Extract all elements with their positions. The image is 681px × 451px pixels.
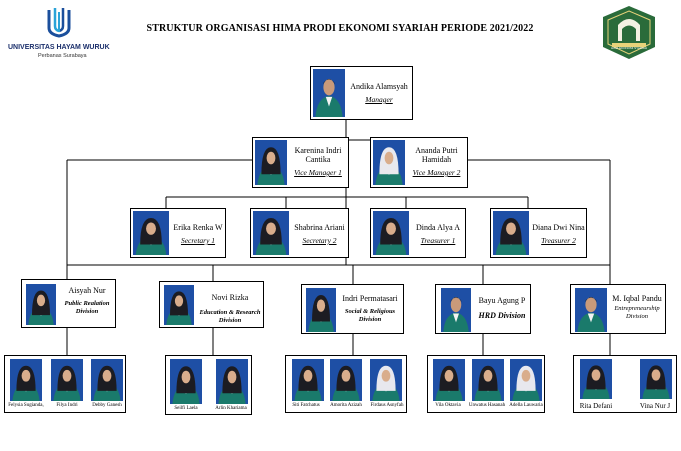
staff-photo [133,211,169,255]
himpunan-logo-text: HIMA EKONOMI SYARIAH [610,46,648,50]
member-photo [472,359,504,401]
vice-manager-role: Vice Manager 1 [294,168,342,177]
member-photo [433,359,465,401]
division-members-group [573,355,677,413]
staff-card [370,208,466,258]
member-photo [330,359,362,401]
staff-role: Secretary 1 [180,236,216,245]
division-head-photo [26,284,56,325]
university-logo-icon [46,6,72,38]
member-photo [10,359,42,401]
staff-name: Shabrina Ariani [294,223,345,232]
division-members-group [427,355,545,413]
staff-photo [253,211,289,255]
division-head-photo [306,288,336,332]
member-photo [580,359,612,399]
member-photo [216,359,248,404]
vice-manager-card [252,137,349,188]
division-head-photo [575,288,607,332]
member-name: Arlin Khariama [215,406,247,411]
division-head-card [159,281,264,328]
staff-card [250,208,349,258]
staff-card [490,208,587,258]
vice-manager-name: Ananda Putri Hamidah [415,146,458,164]
member-name: Felysia Sugianda, [8,403,44,408]
university-sub: Perbanas Surabaya [38,53,87,59]
division-head-role: Entrepreneurship Division [614,305,660,320]
division-head-photo [441,288,471,332]
manager-role: Manager [365,95,393,104]
member-name: Seilfi Laela [174,406,198,411]
division-head-card [435,284,531,334]
division-head-role: Education & Research Division [199,309,261,324]
member-photo [640,359,672,399]
division-members-group [4,355,126,413]
division-head-name: M. Iqbal Pandu [612,294,662,303]
division-head-role: HRD Division [478,311,526,320]
university-logo [8,6,118,60]
himpunan-logo [598,3,660,61]
staff-photo [493,211,529,255]
division-head-card [570,284,666,334]
member-photo [51,359,83,401]
staff-role: Secretary 2 [302,236,337,245]
member-photo [510,359,542,401]
vice-manager-role: Vice Manager 2 [412,168,461,177]
university-name: UNIVERSITAS HAYAM WURUK [8,44,110,51]
staff-name: Diana Dwi Nina [532,223,585,232]
division-head-card [301,284,404,334]
staff-name: Dinda Alya A [416,223,460,232]
member-name: Firdaus Asnyfah [370,403,404,408]
division-head-name: Bayu Agung P [478,296,526,305]
member-name: Filya Indri [56,403,78,408]
vice-manager-photo [373,140,405,185]
vice-manager-photo [255,140,287,185]
member-photo [170,359,202,404]
himpunan-logo-icon [598,3,660,61]
division-members-group [285,355,407,413]
manager-card [310,66,413,120]
manager-photo [313,69,345,117]
member-name: Adella Lauwaria [509,403,543,408]
member-name: Rita Defani [579,402,613,410]
manager-name: Andika Alamsyah [350,82,408,91]
member-photo [370,359,402,401]
division-head-role: Social & Religious Division [344,308,396,323]
member-name: Siti Fatchatus [292,403,320,408]
division-members-group [165,355,252,415]
vice-manager-name: Karenina Indri Cantika [294,146,342,164]
division-head-name: Aisyah Nur [68,286,106,295]
member-photo [292,359,324,401]
staff-card [130,208,226,258]
member-name: Debby Ganesh [92,403,122,408]
member-photo [91,359,123,401]
staff-role: Treasurer 1 [420,236,456,245]
member-name: Amorita Azizah [330,403,362,408]
division-head-photo [164,285,194,325]
division-head-card [21,279,116,328]
member-name: Vina Nur J [639,402,671,410]
page-title: STRUKTUR ORGANISASI HIMA PRODI EKONOMI SYARIAH PERIODE 2021/2022 [146,23,534,34]
staff-photo [373,211,409,255]
division-head-role: Public Realation Division [64,300,110,315]
staff-name: Erika Renka W [173,223,223,232]
vice-manager-card [370,137,468,188]
member-name: Vila Oktavia [435,403,461,408]
division-head-name: Indri Permatasari [342,294,398,303]
division-head-name: Novi Rizka [211,293,249,302]
member-name: Unwatus Hasanah [468,403,506,408]
staff-role: Treasurer 2 [541,236,576,245]
